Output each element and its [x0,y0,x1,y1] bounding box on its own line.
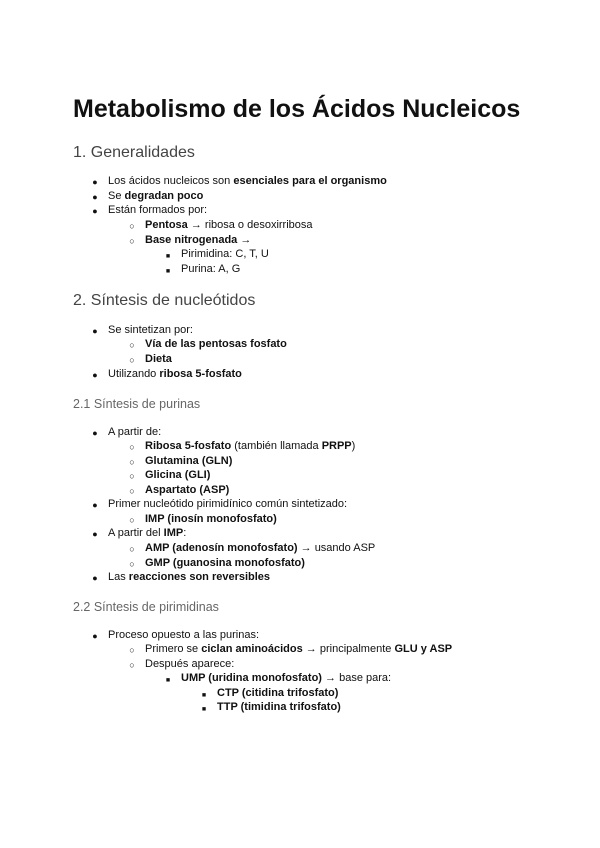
list-item [92,323,193,337]
bullet-square-icon: ■ [165,268,171,275]
bullet-disc-icon: ● [92,428,98,438]
list-item-text: → usando ASP [297,542,376,554]
bullet-disc-icon: ● [92,326,98,336]
bullet-disc-icon: ● [92,500,98,510]
list-item [129,454,233,468]
list-item-text: Los ácidos nucleicos son [108,175,234,187]
list-item [129,218,313,232]
list-item [165,247,269,261]
bullet-circle-icon: ○ [129,515,135,525]
list-item-bold: ribosa 5-fosfato [159,368,242,380]
list-item-text: → [237,234,252,246]
list-item [201,686,339,700]
list-item-bold: IMP [163,527,184,539]
list-item-bold: reacciones son reversibles [128,571,271,583]
list-item-text: A partir de: [108,426,162,438]
list-item [165,671,392,685]
list-item-text: A partir del [108,527,164,539]
list-item-bold: GLU y ASP [394,643,453,655]
list-item-text: Utilizando [108,368,160,380]
list-item-text: Proceso opuesto a las purinas: [108,629,260,641]
list-item-text: → base para: [321,672,392,684]
list-item-text: Primer nucleótido pirimidínico común sintetizado: [108,498,348,510]
list-item [129,352,172,366]
bullet-circle-icon: ○ [129,660,135,670]
list-item-bold: Aspartato (ASP) [145,484,230,496]
bullet-circle-icon: ○ [129,471,135,481]
section-heading-generalidades: 1. Generalidades [73,144,195,161]
bullet-circle-icon: ○ [129,457,135,467]
list-item [165,262,241,276]
list-item [129,657,235,671]
bullet-circle-icon: ○ [129,544,135,554]
list-item-text: Después aparece: [145,658,235,670]
bullet-square-icon: ■ [165,677,171,684]
list-item [92,526,187,540]
list-item-text: → principalmente [302,643,395,655]
list-item-bold: TTP (timidina trifosfato) [217,701,341,713]
bullet-disc-icon: ● [92,370,98,380]
list-item [92,497,348,511]
list-item [92,570,271,584]
subsection-heading-purinas: 2.1 Síntesis de purinas [73,397,201,411]
list-item-bold: degradan poco [124,190,204,202]
bullet-disc-icon: ● [92,177,98,187]
list-item-bold: Glicina (GLI) [145,469,211,481]
list-item [129,483,230,497]
bullet-circle-icon: ○ [129,645,135,655]
list-item [129,233,252,247]
list-item-bold: Glutamina (GLN) [145,455,233,467]
list-item [129,468,211,482]
bullet-circle-icon: ○ [129,221,135,231]
list-item-text: Se sintetizan por: [108,324,193,336]
list-item-bold: CTP (citidina trifosfato) [217,687,339,699]
list-item-text: → ribosa o desoxirribosa [187,219,313,231]
list-item-text: Purina: A, G [181,263,241,275]
bullet-disc-icon: ● [92,631,98,641]
bullet-disc-icon: ● [92,192,98,202]
list-item-bold: AMP (adenosín monofosfato) [145,542,298,554]
list-item [129,541,376,555]
bullet-square-icon: ■ [165,253,171,260]
list-item-bold: ciclan aminoácidos [201,643,303,655]
list-item [92,174,387,188]
section-heading-sintesis-nucleotidos: 2. Síntesis de nucleótidos [73,292,256,309]
list-item-bold: Base nitrogenada [145,234,238,246]
bullet-disc-icon: ● [92,206,98,216]
list-item-bold: esenciales para el organismo [233,175,387,187]
bullet-circle-icon: ○ [129,559,135,569]
list-item [129,439,356,453]
list-item-bold: IMP (inosín monofosfato) [145,513,277,525]
list-item-text: (también llamada [231,440,322,452]
list-item [129,556,305,570]
list-item [92,367,242,381]
list-item-bold: Dieta [145,353,172,365]
list-item-text: Primero se [145,643,202,655]
list-item [129,642,453,656]
list-item-bold: Vía de las pentosas fosfato [145,338,287,350]
list-item [129,337,287,351]
bullet-circle-icon: ○ [129,340,135,350]
document-title: Metabolismo de los Ácidos Nucleicos [73,95,521,123]
list-item-bold: UMP (uridina monofosfato) [181,672,322,684]
list-item-text: Pirimidina: C, T, U [181,248,269,260]
list-item-bold: Pentosa [145,219,188,231]
list-item-text: ) [351,440,356,452]
list-item-text: Están formados por: [108,204,208,216]
bullet-circle-icon: ○ [129,236,135,246]
bullet-circle-icon: ○ [129,486,135,496]
list-item-bold: PRPP [321,440,352,452]
list-item-text: Se [108,190,125,202]
bullet-square-icon: ■ [201,706,207,713]
bullet-circle-icon: ○ [129,442,135,452]
list-item [92,189,204,203]
bullet-disc-icon: ● [92,529,98,539]
list-item-bold: Ribosa 5-fosfato [145,440,232,452]
list-item [92,628,260,642]
bullet-circle-icon: ○ [129,355,135,365]
bullet-square-icon: ■ [201,692,207,699]
list-item [92,425,162,439]
list-item-text: : [183,527,187,539]
list-item [201,700,341,714]
bullet-disc-icon: ● [92,573,98,583]
list-item [92,203,208,217]
list-item-text: Las [108,571,129,583]
subsection-heading-pirimidinas: 2.2 Síntesis de pirimidinas [73,600,219,614]
list-item-bold: GMP (guanosina monofosfato) [145,557,305,569]
list-item [129,512,277,526]
